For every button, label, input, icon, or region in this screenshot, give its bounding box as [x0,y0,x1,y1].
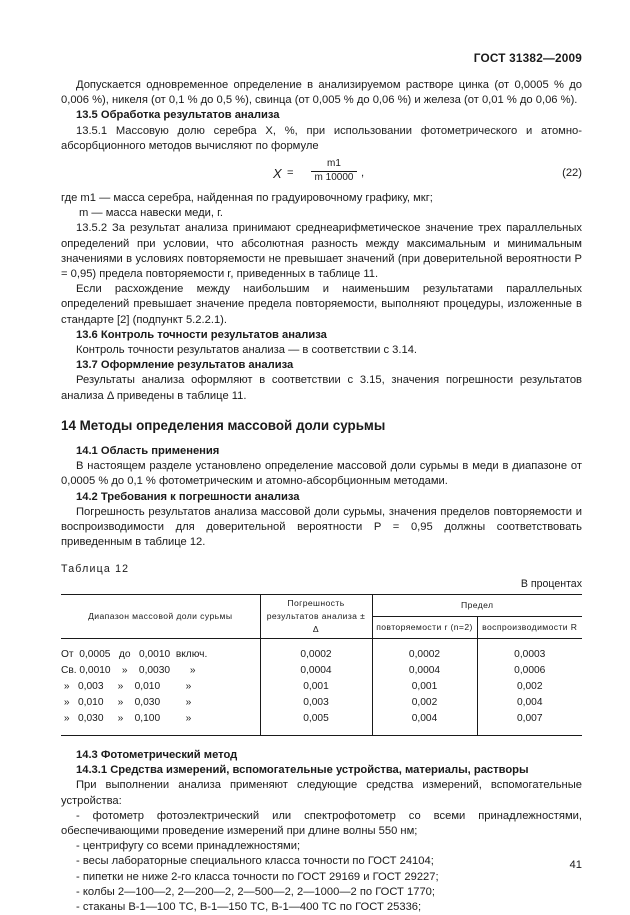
header-limit: Предел [372,594,582,616]
cell-error: 0,001 [260,679,372,695]
cell-range: Св. 0,0010 » 0,0030 » [61,665,196,677]
paragraph: Если расхождение между наибольшим и наименьшим результатами параллельных определений превышает значение предела повторяемости, выполняют процедуры, изложенные в стандарте [2] (подпункт 5.2.2.1). [61,283,582,326]
formula-number: (22) [562,167,582,180]
paragraph: 13.5.2 За результат анализа принимают среднеарифметическое значение трех параллельных определений при условии, что абсолютная разность между максимальным и минимальным значениями в условиях повторяемости не превышает значений (при доверительной вероятности P = 0,95) предела повторяемости r, приведенных в таблице 11. [61,222,582,281]
formula-fraction [311,158,357,184]
cell-error: 0,0002 [260,647,372,663]
subsection-heading: 13.7 Оформление результатов анализа [76,359,294,372]
paragraph: Допускается одновременное определение в анализируемом растворе цинка (от 0,0005 % до 0,006 %), никеля (от 0,1 % до 0,5 %), свинца (от 0,005 % до 0,06 %) и железа (от 0,01 % до 0,06 %). [61,79,582,107]
list-item: - центрифугу со всеми принадлежностями; [76,840,301,853]
list-item: - весы лабораторные специального класса точности по ГОСТ 24104; [76,855,434,868]
cell-error: 0,0004 [260,663,372,679]
cell-range: » 0,003 » 0,010 » [61,681,192,693]
subsection-heading: 14.2 Требования к погрешности анализа [76,490,300,503]
cell-reproducibility: 0,004 [477,695,582,711]
cell-reproducibility: 0,007 [477,711,582,727]
subsection-heading: 13.6 Контроль точности результатов анализа [76,328,327,341]
cell-error: 0,003 [260,695,372,711]
section-title: 14 Методы определения массовой доли сурьмы [61,417,386,433]
table-row [61,663,582,679]
cell-repeatability: 0,004 [372,711,477,727]
header-reproducibility: воспроизводимости R [477,616,582,638]
formula-denominator: m 10000 [314,172,354,184]
table-row [61,679,582,695]
cell-range: » 0,010 » 0,030 » [61,697,192,709]
table-units: В процентах [520,577,582,590]
header-range: Диапазон массовой доли сурьмы [61,594,260,638]
header-repeatability: повторяемости r (n=2) [372,616,477,638]
page-number: 41 [569,859,582,871]
table-caption: Таблица 12 [61,563,130,576]
table-row [61,647,582,663]
list-item: - стаканы В-1—100 ТС, В-1—150 ТС, В-1—400 ТС по ГОСТ 25336; [76,900,422,913]
where-line: m — масса навески меди, г. [79,207,223,220]
list-item: - колбы 2—100—2, 2—200—2, 2—500—2, 2—1000—2 по ГОСТ 1770; [76,885,435,898]
cell-repeatability: 0,0004 [372,663,477,679]
subsection-heading: 14.3 Фотометрический метод [76,748,238,761]
paragraph: 13.5.1 Массовую долю серебра X, %, при использовании фотометрического и атомно-абсорбционного методов вычисляют по формуле [61,124,582,152]
cell-error: 0,005 [260,711,372,727]
formula-equals: = [287,167,294,180]
table-12 [61,594,582,736]
formula-comma: , [361,167,365,180]
cell-reproducibility: 0,0003 [477,647,582,663]
page-content [61,78,582,915]
cell-repeatability: 0,0002 [372,647,477,663]
list-item: - фотометр фотоэлектрический или спектрофотометр со всеми принадлежностями, обеспечивающими проведение измерений при длине волны 550 нм; [61,809,582,837]
formula-22 [61,159,582,189]
cell-reproducibility: 0,0006 [477,663,582,679]
paragraph: Контроль точности результатов анализа — в соответствии с 3.14. [76,344,418,357]
cell-reproducibility: 0,002 [477,679,582,695]
cell-repeatability: 0,002 [372,695,477,711]
paragraph: При выполнении анализа применяют следующие средства измерений, вспомогательные устройства: [61,779,582,807]
formula-numerator: m1 [311,158,357,172]
header-error: Погрешность результатов анализа ± Δ [260,594,372,638]
document-header: ГОСТ 31382—2009 [473,51,582,65]
cell-range: » 0,030 » 0,100 » [61,713,192,725]
table-row [61,711,582,727]
subsection-heading: 13.5 Обработка результатов анализа [76,109,280,122]
where-line: где m1 — масса серебра, найденная по градуировочному графику, мкг; [61,192,433,205]
method-section [61,748,582,915]
cell-range: От 0,0005 до 0,0010 включ. [61,649,208,661]
paragraph: В настоящем разделе установлено определение массовой доли сурьмы в меди в диапазоне от 0,0005 % до 0,1 % фотометрическим и атомно-абсорбционным методами. [61,460,582,488]
formula-lhs: X [273,166,282,182]
paragraph: Погрешность результатов анализа массовой доли сурьмы, значения пределов повторяемости и воспроизводимости для доверительной вероятности P = 0,95 должны соответствовать приведенным в таблице 12. [61,505,582,549]
list-item: - пипетки не ниже 2-го класса точности по ГОСТ 29169 и ГОСТ 29227; [76,870,439,883]
table-row [61,695,582,711]
paragraph: Результаты анализа оформляют в соответствии с 3.15, значения погрешности результатов анализа Δ приведены в таблице 11. [61,374,582,402]
cell-repeatability: 0,001 [372,679,477,695]
subsection-heading: 14.1 Область применения [76,445,220,458]
subsection-heading: 14.3.1 Средства измерений, вспомогательные устройства, материалы, растворы [76,764,529,777]
